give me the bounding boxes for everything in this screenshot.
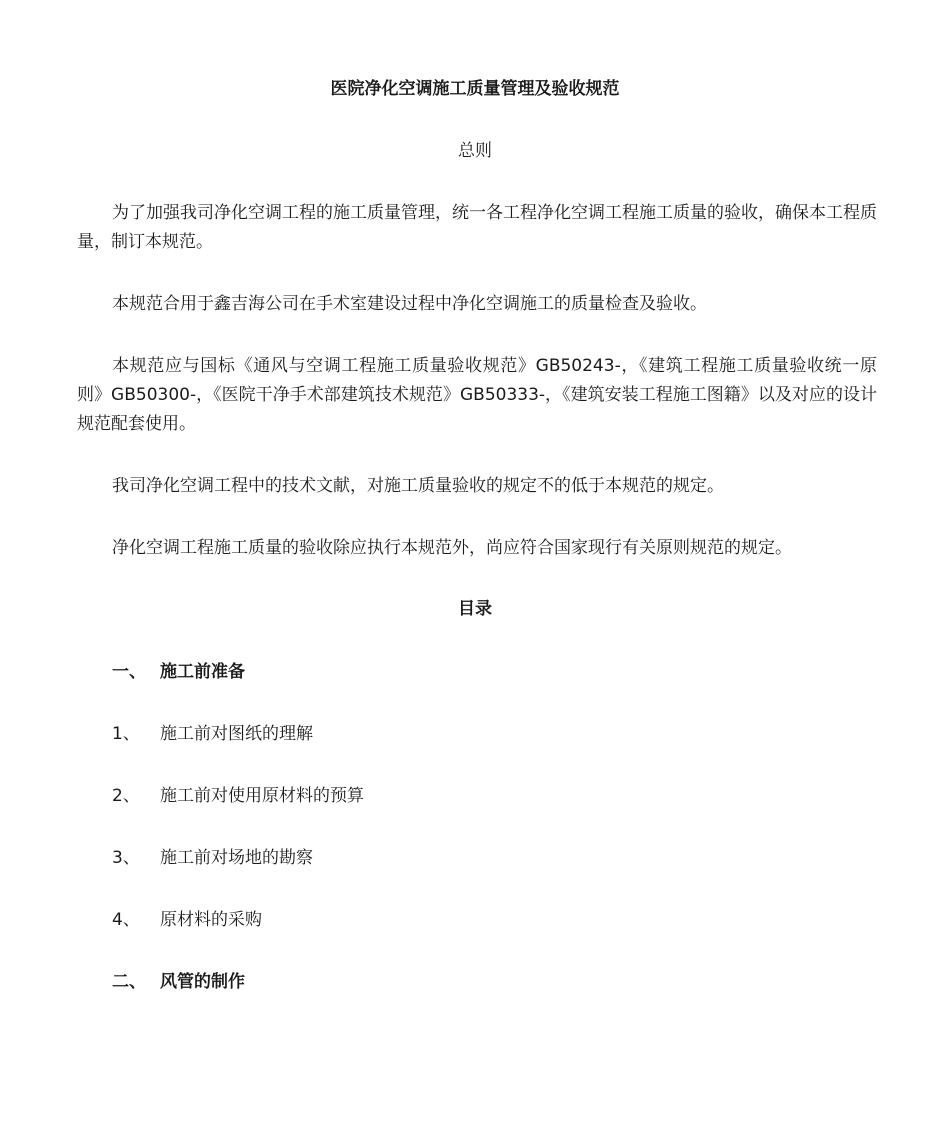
- toc-item-number: 4、: [112, 910, 140, 930]
- toc-item: [112, 660, 245, 684]
- paragraph-compliance: 净化空调工程施工质量的验收除应执行本规范外，尚应符合国家现行有关原则规范的规定。: [112, 538, 792, 558]
- toc-heading: 目录: [458, 599, 492, 619]
- toc-item-label: 原材料的采购: [160, 910, 262, 930]
- paragraph-purpose: 为了加强我司净化空调工程的施工质量管理，统一各工程净化空调工程施工质量的验收，确保本工程质量，制订本规范。: [77, 203, 877, 252]
- paragraph-scope: 本规范合用于鑫吉海公司在手术室建设过程中净化空调施工的质量检查及验收。: [112, 294, 707, 314]
- toc-item-number: 1、: [112, 724, 140, 744]
- toc-item-number: 一、: [112, 662, 146, 682]
- toc-item-label: 施工前对图纸的理解: [160, 724, 313, 744]
- toc-item: [112, 722, 313, 746]
- toc-item-label: 施工前对场地的勘察: [160, 848, 313, 868]
- toc-item: [112, 784, 364, 808]
- toc-item-number: 3、: [112, 848, 140, 868]
- toc-item-label: 施工前准备: [160, 662, 245, 682]
- toc-item-label: 施工前对使用原材料的预算: [160, 786, 364, 806]
- toc-item: [112, 970, 245, 994]
- document-title: 医院净化空调施工质量管理及验收规范: [330, 79, 620, 99]
- toc-item: [112, 846, 313, 870]
- paragraph-technical-docs: 我司净化空调工程中的技术文献，对施工质量验收的规定不的低于本规范的规定。: [112, 476, 724, 496]
- general-heading: 总则: [458, 141, 492, 161]
- toc-item-label: 风管的制作: [160, 972, 245, 992]
- toc-item-number: 2、: [112, 786, 140, 806]
- toc-item-number: 二、: [112, 972, 146, 992]
- toc-item: [112, 908, 262, 932]
- paragraph-standards: 本规范应与国标《通风与空调工程施工质量验收规范》GB50243-，《建筑工程施工质量验收统一原则》GB50300-，《医院干净手术部建筑技术规范》GB50333-，《建筑安装工程施工图籍》以及对应的设计规范配套使用。: [77, 356, 877, 434]
